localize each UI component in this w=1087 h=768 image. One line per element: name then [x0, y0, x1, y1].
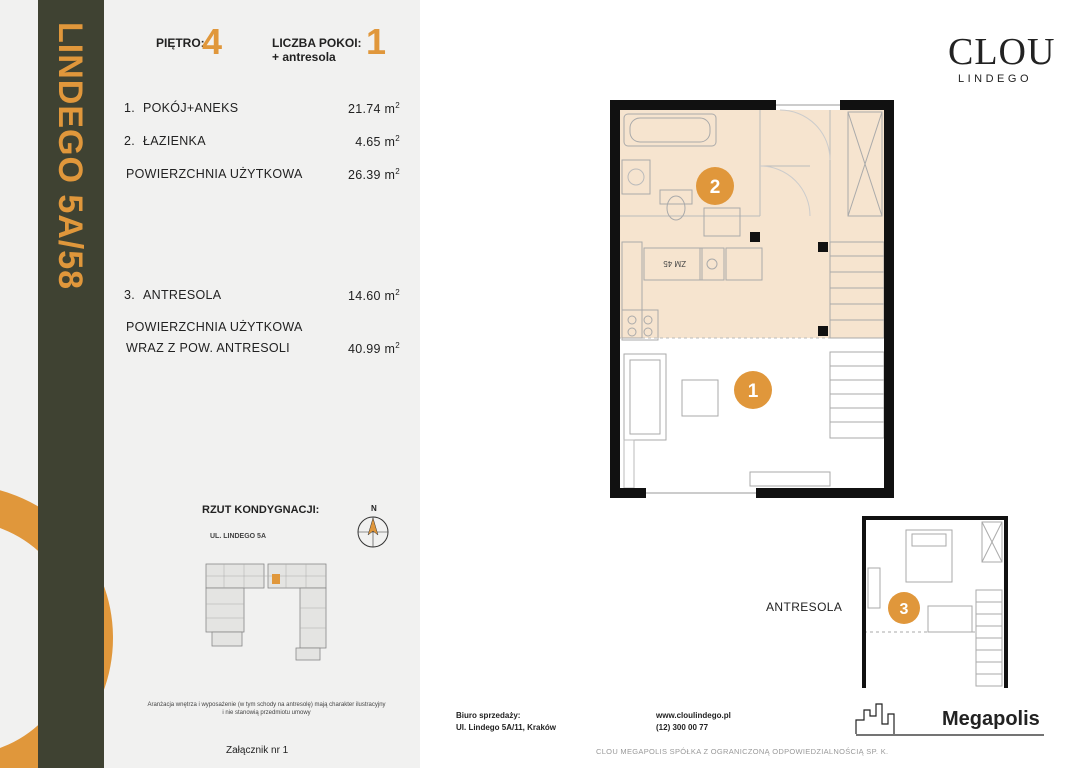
site-plan-diagram	[204, 560, 330, 662]
room-3-marker-label: 3	[899, 601, 909, 618]
room-2-area: 4.65 $m^2$	[355, 134, 400, 150]
info-panel	[0, 0, 420, 768]
sofa-icon	[624, 354, 666, 440]
radiator-icon	[624, 440, 634, 488]
brand-logo-sub: LINDEGO	[958, 73, 1033, 85]
rooms-value: 1	[366, 21, 387, 62]
room-1-name: POKÓJ+ANEKS	[143, 101, 239, 115]
mezzanine-floor-plan	[858, 512, 1012, 692]
phone-number: (12) 300 00 77	[656, 723, 709, 732]
mezzanine-name: ANTRESOLA	[143, 288, 222, 302]
floor-value: 4	[202, 21, 223, 62]
legal-notice: CLOU MEGAPOLIS SPÓŁKA Z OGRANICZONĄ ODPOWIEDZIALNOŚCIĄ SP. K.	[596, 747, 889, 756]
brand-logo: CLOU	[948, 31, 1056, 73]
room-2-marker-label: 2	[709, 177, 721, 198]
disclaimer-line-1: Aranżacja wnętrza i wyposażenie (w tym schody na antresolę) mają charakter ilustracyjny	[147, 702, 386, 708]
total-area-label-1: POWIERZCHNIA UŻYTKOWA	[126, 320, 303, 334]
total-area-label-2: WRAZ Z POW. ANTRESOLI	[126, 341, 290, 355]
site-plan-title: RZUT KONDYGNACJI:	[202, 504, 320, 516]
usable-area-value: 26.39 $m^2$	[347, 167, 400, 183]
building-title: LINDEGO 5A/58	[51, 22, 89, 291]
site-plan-street: UL. LINDEGO 5A	[210, 533, 267, 540]
compass-north: N	[371, 504, 377, 513]
tv-stand-icon	[750, 472, 830, 486]
office-label: Biuro sprzedaży:	[456, 711, 521, 720]
cabinet-icon	[868, 568, 880, 608]
mezzanine-num: 3.	[124, 288, 136, 302]
site-plan-highlight	[272, 574, 280, 584]
room-2-name: ŁAZIENKA	[143, 134, 206, 148]
desk-icon	[928, 606, 972, 632]
compass-icon	[352, 502, 394, 552]
kitchen-mark: ZM 45	[663, 259, 686, 268]
attachment-label: Załącznik nr 1	[226, 745, 289, 756]
rooms-extra: + antresola	[272, 50, 336, 64]
mezzanine-area: 14.60 $m^2$	[347, 288, 400, 304]
total-area-value: 40.99 $m^2$	[347, 341, 400, 357]
room-1-marker-label: 1	[747, 381, 759, 402]
apartment-floor-plan	[600, 96, 900, 506]
website-link[interactable]: www.cloulindego.pl	[656, 711, 731, 720]
bed-icon	[906, 530, 952, 582]
room-1-area: 21.74 $m^2$	[347, 101, 400, 117]
disclaimer	[124, 701, 409, 717]
antresola-label: ANTRESOLA	[766, 600, 843, 614]
rooms-label: LICZBA POKOI:	[272, 36, 362, 50]
disclaimer-line-2: i nie stanowią przedmiotu umowy	[222, 710, 311, 716]
developer-name: Megapolis	[942, 708, 1040, 730]
room-1-num: 1.	[124, 101, 136, 115]
usable-area-label: POWIERZCHNIA UŻYTKOWA	[126, 167, 303, 181]
office-address: Ul. Lindego 5A/11, Kraków	[456, 723, 557, 732]
room-2-num: 2.	[124, 134, 136, 148]
table-icon	[682, 380, 718, 416]
floor-label: PIĘTRO:	[156, 36, 205, 50]
